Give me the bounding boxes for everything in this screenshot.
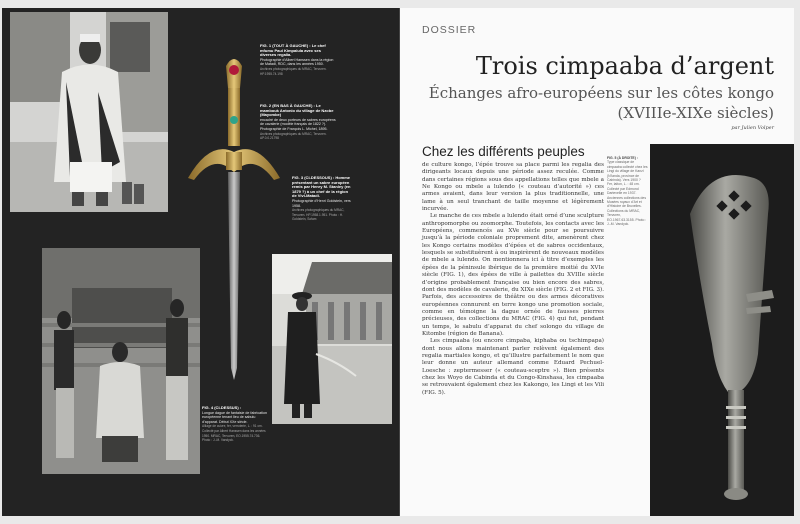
section-label: DOSSIER bbox=[422, 24, 477, 36]
body-paragraph: Les cimpaaba (ou encore cimpaba, kiphaba ou tschimpapa) dont nous allons maintenant parler relèvent également des regalia martiales kongo, et qu’illustre parfaitement le nom que leur donne un auteur allemand comme Eduard Pechuel-Loesche : zeptermesser (« couteau-sceptre »). Bien présents chez les Woyo de Cabinda et du Congo-Kinshasa, les cimpaaba se retrouvaient également chez les Kakongo, les Lingi et les Vili (FIG. 5). bbox=[422, 338, 604, 396]
chief-portrait-illustration bbox=[10, 12, 168, 212]
caption-fig2-title: FIG. 2 (EN BAS À GAUCHE) : Le mambouk Antonio du village de Nzobe (Mayombe) bbox=[260, 103, 334, 118]
caption-fig1-text: Photographie d’Albert Hanssen dans la région de Matadi, RDC, dans les années 1950. bbox=[260, 57, 334, 67]
left-page bbox=[2, 8, 398, 516]
dagger-image bbox=[182, 48, 286, 388]
photo-mambouk-antonio bbox=[42, 248, 200, 474]
dagger-illustration bbox=[182, 48, 286, 388]
caption-fig3-title: FIG. 3 (CI-DESSOUS) : Homme présentant un sabre européen remis par Henry M. Stanley (en 1879 ?) à un chef de la région de Vivi-Matadi. bbox=[292, 175, 351, 199]
caption-fig4-text: Longue dague de fantaisie de fabrication européenne tenant lieu de sabulu d’apparat. Début XXe siècle. bbox=[202, 410, 267, 424]
cimpaaba-knife-illustration bbox=[650, 144, 794, 516]
photo-chief-kimpalula bbox=[10, 12, 168, 212]
photo-man-with-sabre bbox=[272, 254, 392, 424]
group-portrait-illustration bbox=[42, 248, 200, 474]
cimpaaba-image-panel bbox=[650, 144, 794, 516]
caption-fig1-source: Archives photographiques du MRAC, Tervuren. HP.1955.74.198 bbox=[260, 66, 327, 76]
caption-fig3 bbox=[292, 176, 352, 222]
body-paragraph: Le manche de ces mbele a lulendo était orné d’une sculpture anthropomorphe ou zoomorphe. Toutefois, les contacts avec les Européens, commencés au XVe siècle pour se poursuivre jusqu’à la période coloniale proprement dite, amenèrent chez les Kongo certains modèles d’épées et de sabres occidentaux, lesquels se substituèrent à ou inspirèrent de nouveaux modèles de mbele a lulendo. On mentionnera ici à titre d’exemples les épées de la péninsule ibérique de la première moitié du XVIe siècle (FIG. 1), des épées de ville à pailettes du XVIIIe siècle d’origine probablement française ou bien encore des sabres, dont des modèles de cavalerie, du XIXe siècle (FIG. 2 et FIG. 3). Parfois, des accessoires de théâtre ou des armes décoratives européennes connurent en terre kongo une promotion sociale, comme en témoigne la dague ornée de fausses pierres précieuses, des collections du MRAC (FIG. 4) qui fut, pendant un temps, le sabulu d’apparat du chef solongo du village de Kitombe (région de Banana). bbox=[422, 213, 604, 337]
article-byline: par Julien Volper bbox=[731, 125, 774, 131]
caption-fig3-text: Photographie d’Henri Goldstein, vers 1958. bbox=[292, 198, 351, 208]
article-subtitle-period: (XVIIIe-XIXe siècles) bbox=[617, 104, 774, 122]
caption-fig2-source: Archives photographiques du MRAC, Tervuren. AP.0.0.21798 bbox=[260, 131, 327, 141]
caption-fig4-title: FIG. 4 (CI-DESSUS) : bbox=[202, 405, 242, 410]
caption-fig2 bbox=[260, 104, 336, 141]
right-page bbox=[400, 8, 794, 516]
body-paragraph: de culture kongo, l’épée trouve sa place parmi les regalia des dirigeants locaux depuis une période assez reculée. Comme dans certaines régions sous des appellations telles que mbele a Ne Kongo ou mbele a lulendo (« couteau d’autorité ») ces armes avaient, dans leur version la plus traditionnelle, une lame à un seul tranchant de taille moyenne et légèrement incurvée. bbox=[422, 162, 604, 213]
caption-fig5-source: Fer, laiton, L. : 48 cm. Collecté par Edmond Dartevelle en 1937. Anciennes collections des Musées royaux d’Art et d’Histoire de Bruxelles. Collections du MRAC, Tervuren, EO.1967.63.3155. Photo : J.-M. Vandyck. bbox=[607, 182, 647, 227]
article-title: Trois cimpaaba d’argent bbox=[475, 52, 774, 80]
caption-fig5 bbox=[607, 156, 649, 227]
article-subtitle: Échanges afro-européens sur les côtes kongo bbox=[428, 84, 774, 102]
caption-fig4-source: Alliage de cuivre, fer, verroterie, L. : 91 cm. Collecté par Albert Hanssen dans les années 1950. MRAC, Tervuren, EO.1955.74.736. Photo : J.-M. Vandyck. bbox=[202, 424, 266, 443]
caption-fig3-source: Archives photographiques du MRAC, Tervuren. HP.1958.1.951. Photo : H. Goldstein, Sofam bbox=[292, 208, 345, 222]
body-heading: Chez les différents peuples bbox=[422, 144, 585, 159]
caption-fig2-text: encadré de deux porteurs de sabres européens de cavalerie (modèle français de 1822 ?). Photographie de François L. Michel, 1895. bbox=[260, 117, 336, 131]
caption-fig4 bbox=[202, 406, 268, 443]
caption-fig5-title: FIG. 5 (À DROITE) : bbox=[607, 156, 638, 160]
caption-fig5-text: Type classique de cimpaaba collecté chez les Lingi du village de Kanzi (N’landa, province de Cabinda). Vers 1900 ? bbox=[607, 160, 648, 183]
caption-fig1 bbox=[260, 44, 336, 76]
man-with-sabre-illustration bbox=[272, 254, 392, 424]
article-body bbox=[422, 144, 604, 397]
caption-fig1-title: FIG. 1 (TOUT À GAUCHE) : Le chef mfumu Paul Kimpalula avec ses diverses regalia. bbox=[260, 43, 326, 58]
